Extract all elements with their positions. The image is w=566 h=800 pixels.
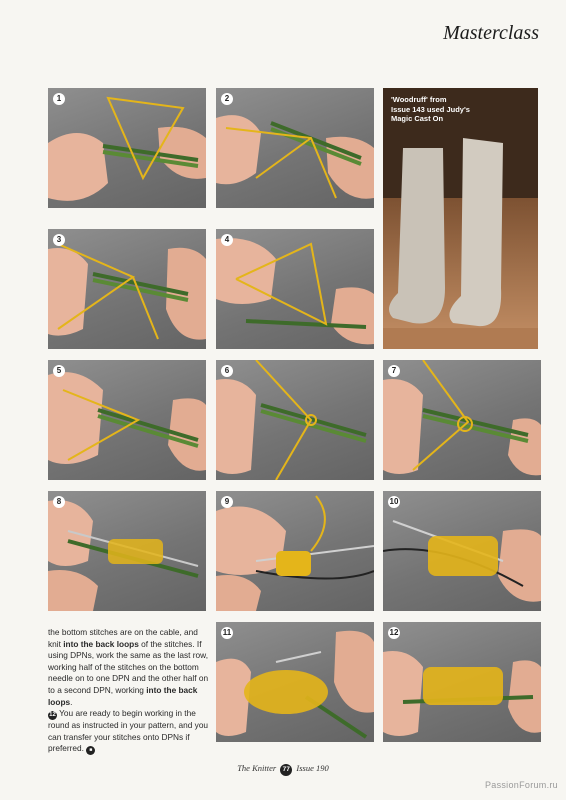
step-number: 3	[53, 234, 65, 246]
page-title: Masterclass	[443, 22, 539, 44]
step-number: 10	[389, 497, 399, 506]
page-number: 77	[280, 764, 292, 776]
step-photo-11	[216, 622, 374, 742]
step-photo-10	[383, 491, 541, 611]
step-number: 8	[53, 496, 65, 508]
hands-needles-illustration	[48, 229, 206, 349]
hands-needles-illustration	[48, 88, 206, 208]
text-run: .	[70, 696, 73, 707]
end-mark-icon: ■	[86, 746, 95, 755]
step-photo-6	[216, 360, 374, 480]
step-number: 5	[53, 365, 65, 377]
instruction-text	[48, 627, 210, 755]
step-number: 6	[221, 365, 233, 377]
hands-needles-illustration	[383, 491, 541, 611]
step-photo-1	[48, 88, 206, 208]
watermark: PassionForum.ru	[484, 780, 558, 790]
issue-number: Issue 190	[296, 763, 329, 773]
text-run: You are ready to begin working in the round as instructed in your pattern, and you can transfer your stitches onto DPNs if preferred.	[48, 708, 209, 754]
step-photo-8	[48, 491, 206, 611]
hands-needles-illustration	[216, 360, 374, 480]
step-number: 1	[53, 93, 65, 105]
hands-needles-illustration	[216, 88, 374, 208]
caption-line: Magic Cast On	[391, 114, 444, 123]
step-number: 12	[389, 628, 399, 637]
hands-needles-illustration	[383, 622, 541, 742]
step-photo-2	[216, 88, 374, 208]
text-run-bold: into the back loops	[63, 638, 139, 649]
text-run-bold: into the back loops	[48, 684, 198, 707]
photo-caption	[391, 95, 481, 124]
step-photo-3	[48, 229, 206, 349]
step-number: 11	[222, 628, 232, 637]
step-photo-9	[216, 491, 374, 611]
text-run: of the stitches. If using DPNs, work the same as the last row, working half of the stitches on the bottom needle on to one DPN and the other half on to a second DPN, working	[48, 638, 209, 695]
caption-line: 'Woodruff' from	[391, 95, 447, 104]
hands-needles-illustration	[216, 622, 374, 742]
hands-needles-illustration	[48, 360, 206, 480]
hands-needles-illustration	[383, 360, 541, 480]
hands-needles-illustration	[216, 229, 374, 349]
step-number: 9	[221, 496, 233, 508]
step-photo-7	[383, 360, 541, 480]
caption-line: Issue 143 used Judy's	[391, 104, 470, 114]
finished-sock-photo	[383, 88, 538, 349]
step-photo-12	[383, 622, 541, 742]
socks-illustration	[383, 88, 538, 349]
step-photo-5	[48, 360, 206, 480]
text-run: the bottom stitches are on the cable, and knit	[48, 627, 198, 649]
step-number-inline: 12	[49, 712, 56, 719]
step-number: 4	[221, 234, 233, 246]
step-number: 7	[388, 365, 400, 377]
hands-needles-illustration	[48, 491, 206, 611]
magazine-name: The Knitter	[237, 763, 277, 773]
step-photo-4	[216, 229, 374, 349]
hands-needles-illustration	[216, 491, 374, 611]
page-footer	[0, 763, 566, 776]
step-number: 2	[221, 93, 233, 105]
